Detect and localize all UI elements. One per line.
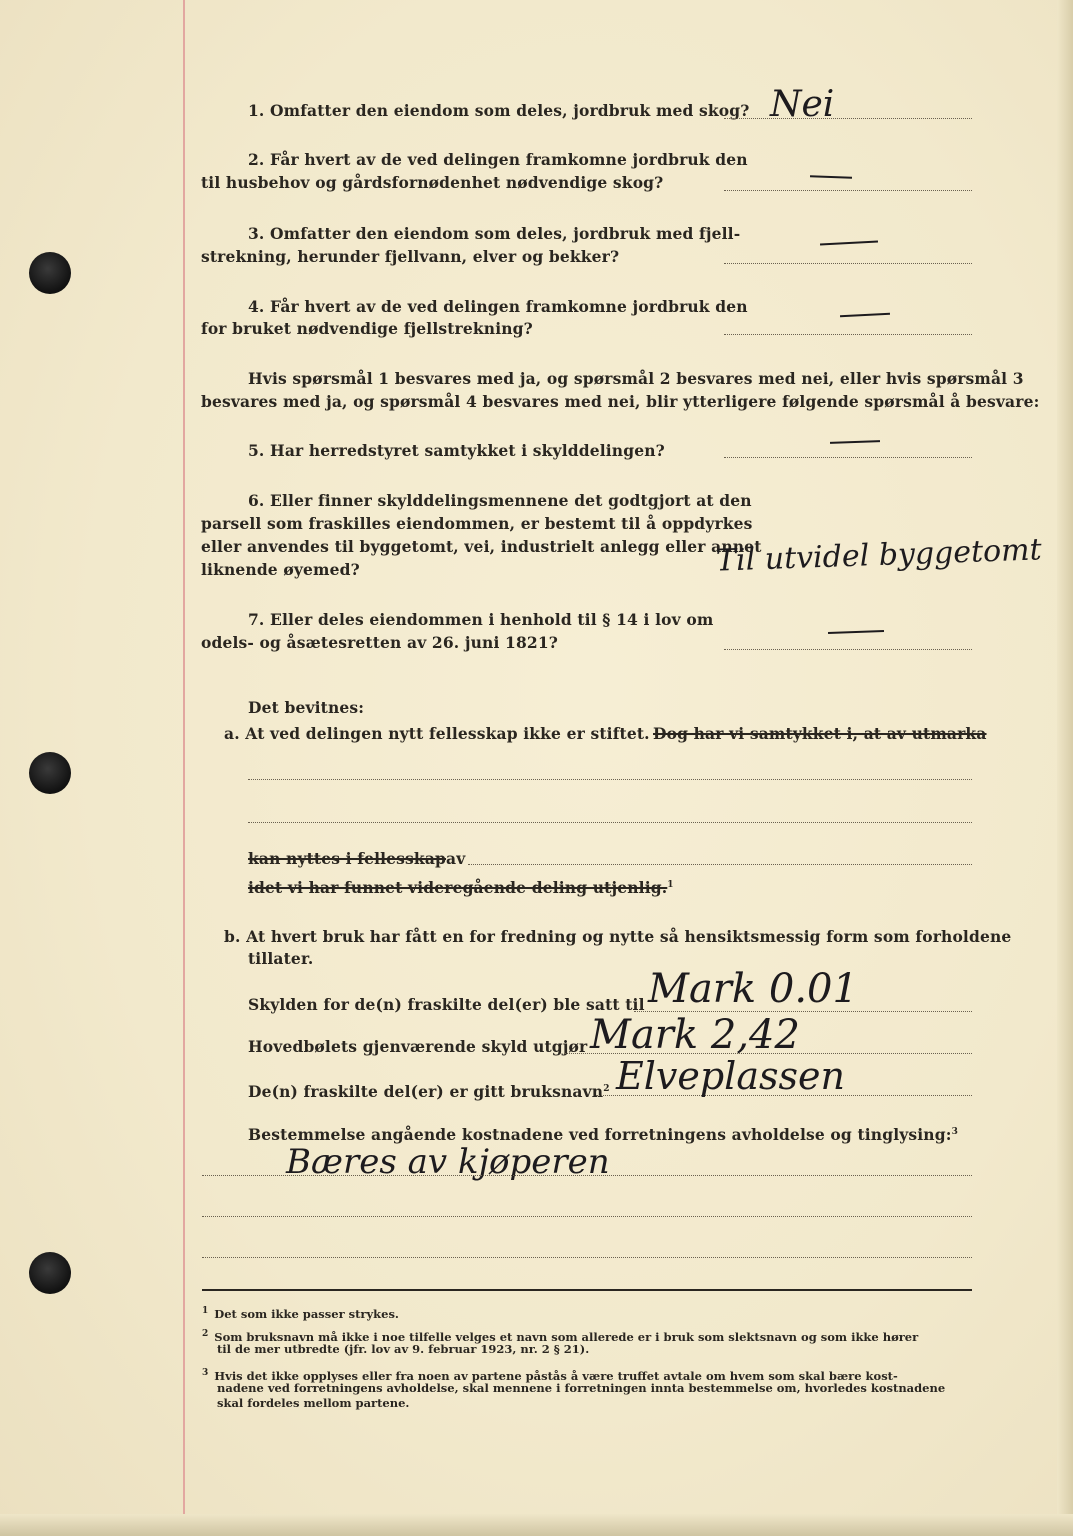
hoved-label: Hovedbølets gjenværende skyld utgjør [248, 1037, 588, 1056]
footnote-text: Det som ikke passer strykes. [214, 1306, 399, 1321]
blank-line [248, 779, 972, 780]
question-6-line2: parsell som fraskilles eiendommen, er bestemt til å oppdyrkes [201, 514, 753, 533]
question-3-line1: 3. Omfatter den eiendom som deles, jordbruk med fjell- [248, 224, 741, 243]
bevitnes-a-struck: Dog har vi samtykket i, at av utmarka [653, 724, 987, 743]
footnote-ref: 3 [951, 1127, 959, 1137]
footnote-number: 3 [202, 1368, 209, 1378]
struck-tail: av [446, 849, 466, 868]
skyld-value: Mark 0.01 [648, 966, 858, 1012]
footnote-1 [202, 1304, 399, 1322]
answer-dash [828, 630, 884, 634]
question-6-line4: liknende øyemed? [201, 560, 360, 579]
answer-dash [820, 240, 878, 245]
bruksnavn-value: Elveplassen [616, 1054, 845, 1098]
question-6-line1: 6. Eller finner skylddelingsmennene det godtgjort at den [248, 491, 752, 510]
footnote-text: Hvis det ikke opplyses eller fra noen av partene påstås å være truffet avtale om hvem som skal bære kost- [214, 1368, 898, 1383]
footnote-3-cont: skal fordeles mellom partene. [217, 1396, 410, 1410]
struck-text: idet vi har funnet videregående deling utjenlig. [248, 878, 668, 898]
blank-line [468, 864, 972, 865]
answer-line [202, 1175, 972, 1176]
answer-q1: Nei [770, 84, 835, 125]
conditional-line2: besvares med ja, og spørsmål 4 besvares med nei, blir ytterligere følgende spørsmål å besvare: [201, 392, 1040, 411]
footnote-number: 1 [202, 1306, 209, 1316]
answer-q6: Til utvidel byggetomt [715, 532, 1043, 579]
answer-line [724, 334, 972, 335]
answer-dash [810, 175, 852, 178]
footnote-ref: 2 [603, 1084, 610, 1094]
margin-line [183, 0, 185, 1536]
bevitnes-heading: Det bevitnes: [248, 698, 365, 717]
answer-line [724, 263, 972, 264]
footnote-number: 2 [202, 1329, 209, 1339]
question-2-line1: 2. Får hvert av de ved delingen framkomne jordbruk den [248, 150, 748, 169]
question-4-line1: 4. Får hvert av de ved delingen framkomne jordbruk den [248, 297, 748, 316]
question-4-line2: for bruket nødvendige fjellstrekning? [201, 319, 533, 338]
footnote-rule [202, 1289, 972, 1291]
bruksnavn-label [248, 1078, 610, 1103]
footnote-3-cont: nadene ved forretningens avholdelse, skal mennene i forretningen innta bestemmelse om, hvorledes kostnadene [217, 1381, 946, 1395]
answer-line [202, 1216, 972, 1217]
hoved-value: Mark 2,42 [590, 1012, 800, 1058]
punch-hole [29, 252, 71, 294]
answer-dash [840, 313, 890, 318]
footnote-text: Som bruksnavn må ikke i noe tilfelle velges et navn som allerede er i bruk som slektsnavn og som ikke hører [214, 1329, 919, 1344]
footnote-ref: 1 [667, 880, 674, 890]
page-edge [1057, 0, 1073, 1536]
struck-text: kan nyttes i fellesskap [248, 849, 447, 868]
conditional-line1: Hvis spørsmål 1 besvares med ja, og spørsmål 2 besvares med nei, eller hvis spørsmål 3 [248, 369, 1024, 388]
question-3-line2: strekning, herunder fjellvann, elver og bekker? [201, 247, 620, 266]
skyld-label: Skylden for de(n) fraskilte del(er) ble satt til [248, 995, 645, 1014]
question-5: 5. Har herredstyret samtykket i skylddelingen? [248, 441, 665, 460]
question-6-line3: eller anvendes til byggetomt, vei, industrielt anlegg eller annet [201, 537, 762, 556]
page-edge [0, 1514, 1073, 1536]
bevitnes-struck-line2 [248, 874, 674, 899]
question-7-line1: 7. Eller deles eiendommen i henhold til § 14 i lov om [248, 610, 714, 629]
bevitnes-b-line2: tillater. [248, 949, 314, 968]
kost-label-text: Bestemmelse angående kostnadene ved forretningens avholdelse og tinglysing: [248, 1125, 952, 1145]
answer-dash [830, 440, 880, 444]
answer-line [724, 190, 972, 191]
punch-hole [29, 1252, 71, 1294]
bevitnes-b-line1: b. At hvert bruk har fått en for fredning og nytte så hensiktsmessig form som forholdene [224, 927, 1012, 946]
bruksnavn-label-text: De(n) fraskilte del(er) er gitt bruksnavn [248, 1082, 604, 1102]
question-7-line2: odels- og åsætesretten av 26. juni 1821? [201, 633, 559, 652]
question-2-line2: til husbehov og gårdsfornødenhet nødvendige skog? [201, 173, 664, 192]
punch-hole [29, 752, 71, 794]
answer-line [202, 1257, 972, 1258]
bevitnes-struck-line1 [248, 848, 465, 870]
bevitnes-a: a. At ved delingen nytt fellesskap ikke er stiftet. [224, 724, 650, 743]
blank-line [248, 822, 972, 823]
answer-line [724, 649, 972, 650]
answer-line [724, 118, 972, 119]
answer-line [724, 457, 972, 458]
footnote-2-cont: til de mer utbredte (jfr. lov av 9. februar 1923, nr. 2 § 21). [217, 1342, 590, 1356]
question-1: 1. Omfatter den eiendom som deles, jordbruk med skog? [248, 101, 750, 120]
kost-value: Bæres av kjøperen [286, 1142, 610, 1182]
